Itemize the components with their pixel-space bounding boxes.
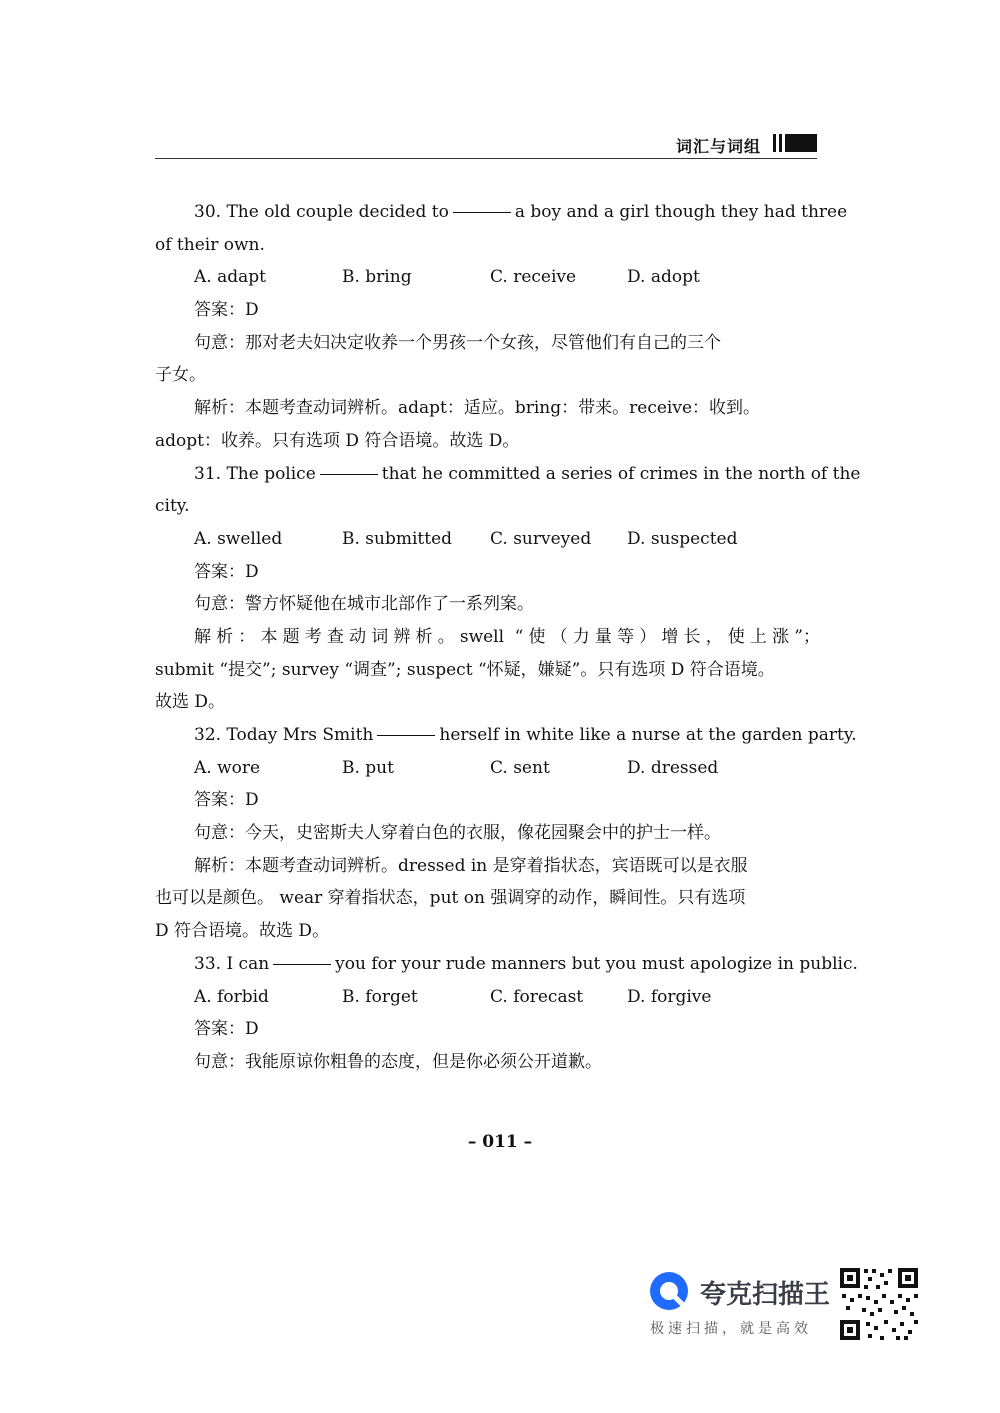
- line-text: 句意：我能原谅你粗鲁的态度，但是你必须公开道歉。: [194, 1051, 602, 1072]
- line-text: 故选 D。: [155, 692, 226, 713]
- text-line: [155, 425, 820, 458]
- line-text: 句意：警方怀疑他在城市北部作了一系列案。: [194, 594, 534, 615]
- answer-option: A. adapt: [194, 267, 266, 288]
- line-text: 也可以是颜色。 wear 穿着指状态，put on 强调穿的动作，瞬间性。只有选项: [155, 888, 746, 909]
- page-number: – 011 –: [467, 1132, 533, 1152]
- text-line: [155, 784, 820, 817]
- question-line: [155, 196, 848, 229]
- answer-blank: [320, 473, 378, 475]
- qr-code-icon: [838, 1266, 920, 1342]
- line-text: 31. The police: [194, 463, 316, 484]
- line-text: 33. I can: [194, 953, 270, 974]
- line-text: submit “提交”; survey “调查”; suspect “怀疑，嫌疑”。只有选项 D 符合语境。: [155, 659, 775, 680]
- text-line: [155, 882, 820, 915]
- line-text: of their own.: [155, 234, 265, 255]
- text-line: [155, 229, 820, 262]
- answer-option: A. swelled: [194, 528, 283, 549]
- text-line: [155, 654, 820, 687]
- answer-option: A. wore: [194, 757, 261, 778]
- text-line: [155, 686, 820, 719]
- answer-option: B. put: [342, 757, 394, 778]
- text-line: [155, 817, 820, 850]
- option-row: [155, 523, 820, 556]
- text-line: [155, 327, 820, 360]
- line-text: 解析：本题考查动词辨析。swell “使（力量等）增长，使上涨”；: [194, 626, 820, 647]
- text-line: [155, 1046, 820, 1079]
- line-text: D 符合语境。故选 D。: [155, 921, 330, 942]
- answer-blank: [273, 963, 331, 965]
- answer-option: B. bring: [342, 267, 412, 288]
- question-line: [155, 458, 861, 491]
- answer-option: C. forecast: [490, 986, 584, 1007]
- line-text: 句意：今天，史密斯夫人穿着白色的衣服，像花园聚会中的护士一样。: [194, 823, 721, 844]
- line-text: 答案：D: [194, 300, 259, 321]
- answer-option: C. surveyed: [490, 528, 592, 549]
- line-text-after: herself in white like a nurse at the garden party.: [439, 725, 857, 745]
- text-line: [155, 359, 820, 392]
- answer-option: D. adopt: [627, 267, 700, 288]
- line-text: 解析：本题考查动词辨析。adapt：适应。bring：带来。receive：收到。: [194, 398, 761, 419]
- text-line: [155, 850, 820, 883]
- text-line: [155, 1013, 820, 1046]
- line-text-after: a boy and a girl though they had three: [514, 202, 848, 222]
- text-line: [155, 588, 820, 621]
- answer-option: D. suspected: [627, 528, 738, 549]
- line-text: adopt：收养。只有选项 D 符合语境。故选 D。: [155, 430, 520, 451]
- quark-logo-icon: [648, 1270, 690, 1312]
- line-text: city.: [155, 496, 190, 517]
- question-line: [155, 719, 857, 752]
- answer-option: B. forget: [342, 986, 418, 1007]
- option-row: [155, 261, 820, 294]
- answer-option: C. sent: [490, 757, 550, 778]
- question-line: [155, 948, 858, 981]
- line-text: 解析：本题考查动词辨析。dressed in 是穿着指状态，宾语既可以是衣服: [194, 855, 748, 876]
- header-mark-icon: [773, 134, 817, 152]
- line-text-after: that he committed a series of crimes in the north of the: [381, 463, 861, 484]
- answer-option: D. forgive: [627, 986, 712, 1007]
- answer-blank: [453, 211, 511, 213]
- answer-option: B. submitted: [342, 528, 453, 549]
- line-text: 子女。: [155, 365, 206, 386]
- text-line: [155, 294, 820, 327]
- running-header: [155, 128, 817, 159]
- option-row: [155, 752, 820, 785]
- text-line: [155, 490, 820, 523]
- answer-blank: [377, 734, 435, 736]
- watermark-title: 夸克扫描王: [700, 1280, 831, 1310]
- answer-option: C. receive: [490, 267, 577, 288]
- answer-option: D. dressed: [627, 757, 719, 778]
- page-content: [155, 196, 861, 1079]
- line-text: 30. The old couple decided to: [194, 202, 449, 222]
- line-text: 答案：D: [194, 1019, 259, 1040]
- text-line: [155, 392, 820, 425]
- answer-option: A. forbid: [194, 986, 269, 1007]
- line-text: 句意：那对老夫妇决定收养一个男孩一个女孩，尽管他们有自己的三个: [194, 332, 721, 353]
- header-title: 词汇与词组: [675, 137, 761, 156]
- line-text: 答案：D: [194, 561, 259, 582]
- option-row: [155, 981, 820, 1014]
- text-line: [155, 915, 820, 948]
- text-line: [155, 621, 820, 654]
- watermark-subtitle: 极速扫描，就是高效: [650, 1321, 812, 1337]
- line-text: 32. Today Mrs Smith: [194, 725, 374, 745]
- line-text: 答案：D: [194, 790, 259, 811]
- text-line: [155, 556, 820, 589]
- line-text-after: you for your rude manners but you must apologize in public.: [335, 953, 858, 974]
